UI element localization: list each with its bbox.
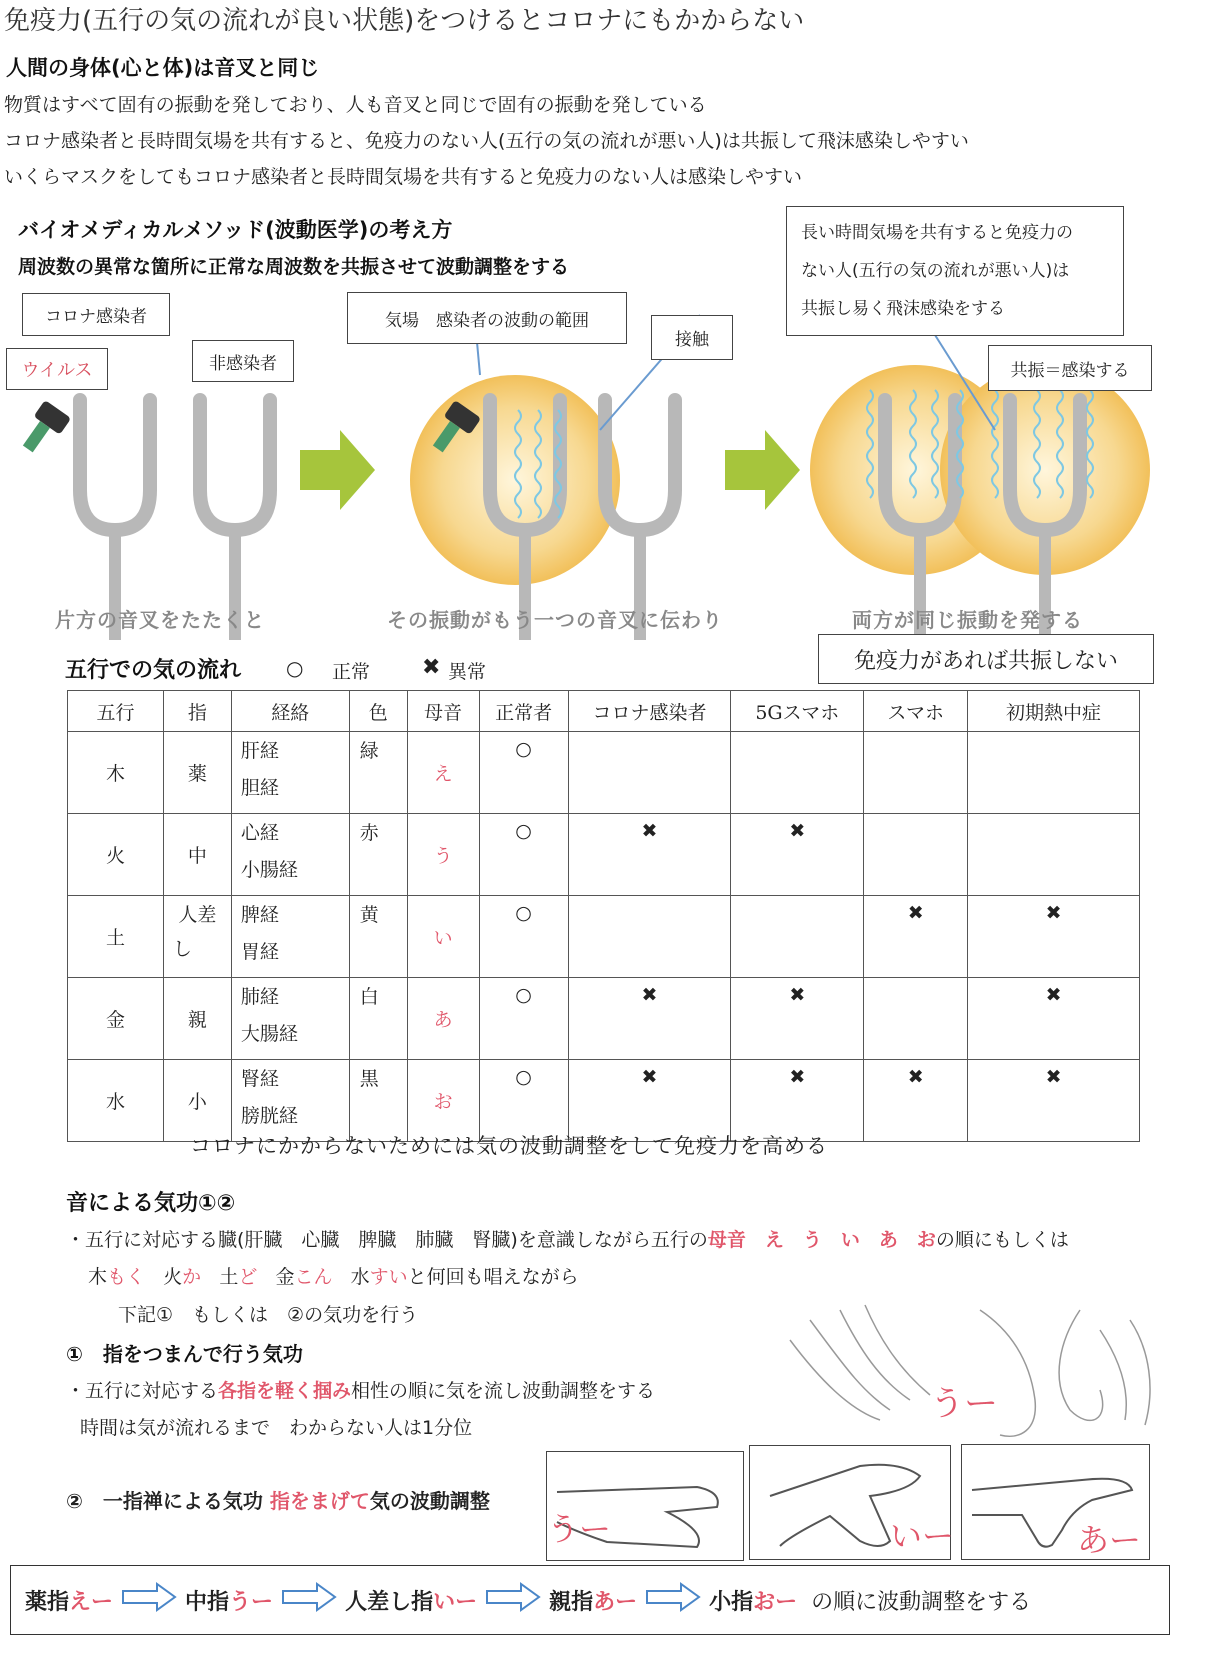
legend-abnormal: 異常 [448, 661, 487, 683]
table-heading: 五行での気の流れ [65, 658, 242, 683]
hand-photo-1 [546, 1451, 744, 1561]
hand-photo-3 [961, 1444, 1150, 1560]
cell-element: 金 [68, 978, 164, 1060]
cell-color: 黄 [349, 896, 407, 978]
legend-abnormal-icon: ✖ [422, 655, 441, 680]
cell-vowel: え [407, 732, 479, 814]
arrow-right-icon [281, 1582, 337, 1618]
photo-label-3: あー [1077, 1521, 1142, 1559]
label-explain-line-1: 長い時間気場を共有すると免疫力の [801, 223, 1073, 243]
qigong-line-3: 下記① もしくは ②の気功を行う [118, 1304, 419, 1326]
photo-label-2: いー [890, 1517, 955, 1555]
table-conclusion: コロナにかからないためには気の波動調整をして免疫力を高める [190, 1134, 828, 1158]
cell-vowel: お [407, 1060, 479, 1142]
section1-line-2: コロナ感染者と長時間気場を共有すると、免疫力のない人(五行の気の流れが悪い人)は共振して飛沫感染しやすい [4, 130, 969, 152]
section1-line-1: 物質はすべて固有の振動を発しており、人も音叉と同じで固有の振動を発している [4, 94, 707, 116]
caption-2: その振動がもう一つの音叉に伝わり [387, 608, 723, 632]
cell-vowel: あ [407, 978, 479, 1060]
cell-finger: 薬 [163, 732, 231, 814]
cell-heat [968, 814, 1140, 896]
label-explain [786, 206, 1124, 336]
cell-phone [864, 978, 968, 1060]
sequence-step-1: 薬指えー [25, 1589, 114, 1615]
label-field: 気場 感染者の波動の範囲 [347, 292, 627, 344]
immunity-note: 免疫力があれば共振しない [818, 634, 1154, 684]
cell-color: 白 [349, 978, 407, 1060]
cell-vowel: う [407, 814, 479, 896]
cell-heat: ✖ [968, 896, 1140, 978]
arrow-right-icon [485, 1582, 541, 1618]
hammer-icon [16, 400, 71, 459]
sequence-step-5: 小指おー [709, 1589, 798, 1615]
cell-finger: 人差 し [163, 896, 231, 978]
header-gogyo: 五行 [68, 691, 164, 732]
header-normal: 正常者 [479, 691, 568, 732]
table-header-row [68, 691, 1140, 732]
method1-heading: ① 指をつまんで行う気功 [66, 1342, 303, 1366]
cell-normal: ○ [479, 732, 568, 814]
cell-meridian: 脾経 胃経 [231, 896, 349, 978]
header-heatstroke: 初期熱中症 [968, 691, 1140, 732]
cell-corona [568, 896, 731, 978]
cell-heat [968, 732, 1140, 814]
method1-line-1: ・五行に対応する各指を軽く掴み相性の順に気を流し波動調整をする [66, 1380, 656, 1402]
gogyo-table [67, 690, 1140, 1142]
cell-phone [864, 732, 968, 814]
cell-5g: ✖ [731, 978, 864, 1060]
label-resonance: 共振＝感染する [988, 345, 1152, 391]
cell-finger: 小 [163, 1060, 231, 1142]
sketch-label: うー [930, 1384, 998, 1424]
header-5g-phone: 5Gスマホ [731, 691, 864, 732]
label-noninfected: 非感染者 [192, 340, 294, 382]
section1-heading: 人間の身体(心と体)は音叉と同じ [6, 56, 320, 80]
arrow-right-icon [645, 1582, 701, 1618]
cell-heat: ✖ [968, 978, 1140, 1060]
cell-corona: ✖ [568, 1060, 731, 1142]
qigong-heading: 音による気功①② [66, 1191, 236, 1216]
table-row [68, 978, 1140, 1060]
label-explain-line-3: 共振し易く飛沫感染をする [801, 299, 1005, 319]
caption-3: 両方が同じ振動を発する [852, 608, 1083, 632]
section2-subheading: 周波数の異常な箇所に正常な周波数を共振させて波動調整をする [18, 256, 570, 278]
arrow-right-icon-2 [725, 430, 800, 510]
cell-element: 木 [68, 732, 164, 814]
cell-finger: 中 [163, 814, 231, 896]
cell-element: 水 [68, 1060, 164, 1142]
page-title: 免疫力(五行の気の流れが良い状態)をつけるとコロナにもかからない [4, 6, 805, 36]
method1-line-2: 時間は気が流れるまで わからない人は1分位 [80, 1417, 473, 1439]
cell-normal: ○ [479, 1060, 568, 1142]
label-infected: コロナ感染者 [22, 293, 170, 336]
arrow-right-icon-1 [300, 430, 375, 510]
cell-color: 赤 [349, 814, 407, 896]
header-phone: スマホ [864, 691, 968, 732]
sequence-step-2: 中指うー [185, 1589, 274, 1615]
cell-corona: ✖ [568, 814, 731, 896]
cell-meridian: 腎経 膀胱経 [231, 1060, 349, 1142]
cell-5g: ✖ [731, 814, 864, 896]
sequence-step-3: 人差し指いー [345, 1589, 478, 1615]
label-explain-line-2: ない人(五行の気の流れが悪い人)は [801, 261, 1070, 281]
finger-sequence [10, 1565, 1170, 1635]
label-virus: ウイルス [6, 348, 108, 390]
photo-label-1: うー [547, 1510, 612, 1548]
hand-sketch-image [780, 1300, 1200, 1450]
table-row [68, 814, 1140, 896]
sequence-end: の順に波動調整をする [811, 1589, 1032, 1615]
qigong-line-1: ・五行に対応する臓(肝臓 心臓 脾臓 肺臓 腎臓)を意識しながら五行の母音 え う い あ おの順にもしくは [66, 1229, 1069, 1251]
table-row [68, 896, 1140, 978]
header-corona: コロナ感染者 [568, 691, 731, 732]
cell-finger: 親 [163, 978, 231, 1060]
section1-line-3: いくらマスクをしてもコロナ感染者と長時間気場を共有すると免疫力のない人は感染しやすい [4, 166, 803, 188]
legend-normal-icon: ○ [286, 656, 304, 680]
cell-5g: ✖ [731, 1060, 864, 1142]
cell-normal: ○ [479, 814, 568, 896]
cell-normal: ○ [479, 896, 568, 978]
cell-corona: ✖ [568, 978, 731, 1060]
cell-phone [864, 814, 968, 896]
header-finger: 指 [163, 691, 231, 732]
cell-meridian: 肺経 大腸経 [231, 978, 349, 1060]
cell-element: 土 [68, 896, 164, 978]
cell-corona [568, 732, 731, 814]
qigong-line-2: 木もく 火か 土ど 金こん 水すいと何回も唱えながら [88, 1266, 579, 1288]
caption-1: 片方の音叉をたたくと [55, 608, 265, 632]
header-meridian: 経絡 [231, 691, 349, 732]
cell-5g [731, 896, 864, 978]
cell-element: 火 [68, 814, 164, 896]
cell-vowel: い [407, 896, 479, 978]
cell-normal: ○ [479, 978, 568, 1060]
cell-meridian: 肝経 胆経 [231, 732, 349, 814]
header-vowel: 母音 [407, 691, 479, 732]
section2-heading: バイオメディカルメソッド(波動医学)の考え方 [18, 218, 453, 242]
header-color: 色 [349, 691, 407, 732]
label-contact: 接触 [651, 315, 733, 360]
cell-5g [731, 732, 864, 814]
legend-normal: 正常 [332, 661, 371, 683]
sequence-step-4: 親指あー [549, 1589, 638, 1615]
cell-meridian: 心経 小腸経 [231, 814, 349, 896]
cell-color: 黒 [349, 1060, 407, 1142]
cell-color: 緑 [349, 732, 407, 814]
cell-heat: ✖ [968, 1060, 1140, 1142]
method2-text: ② 一指禅による気功 指をまげて気の波動調整 [66, 1489, 490, 1513]
cell-phone: ✖ [864, 896, 968, 978]
cell-phone: ✖ [864, 1060, 968, 1142]
table-row [68, 732, 1140, 814]
hand-photo-2 [749, 1445, 955, 1560]
arrow-right-icon [121, 1582, 177, 1618]
